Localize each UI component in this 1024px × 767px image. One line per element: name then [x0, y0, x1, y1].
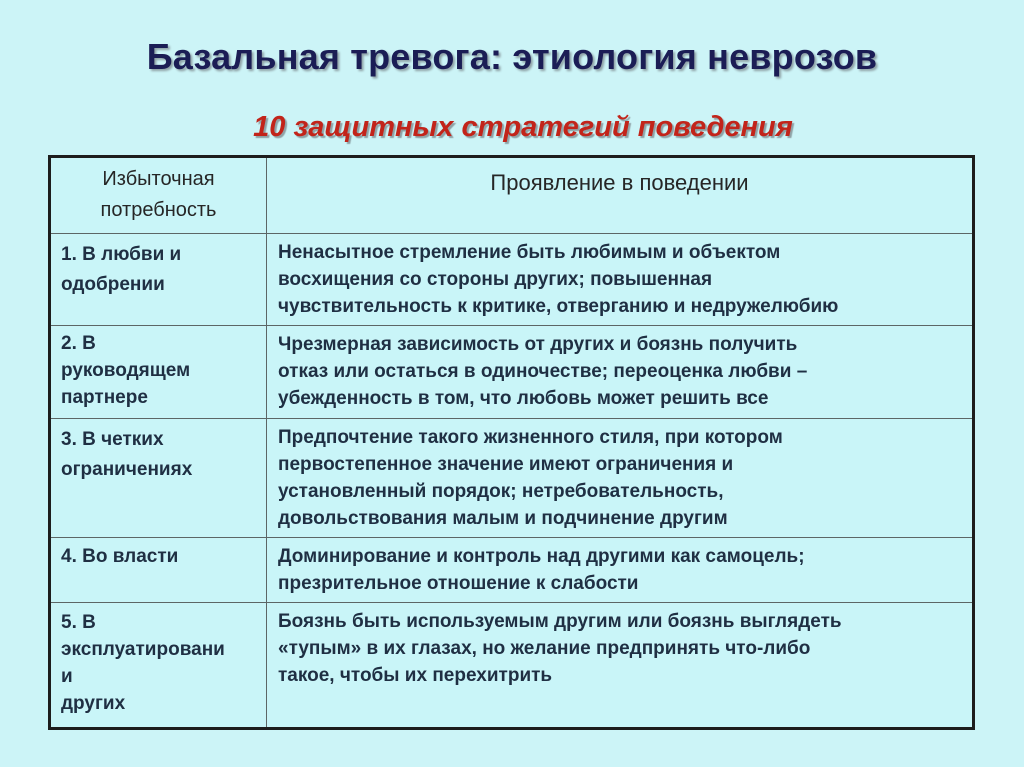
behavior-cell	[267, 234, 974, 326]
behavior-line: довольствования малым и подчинение другим	[278, 508, 728, 529]
need-line: 4. Во власти	[61, 546, 179, 567]
table-header-row	[50, 157, 974, 234]
header-behavior: Проявление в поведении	[267, 157, 974, 234]
table-row	[50, 538, 974, 603]
need-cell	[50, 538, 267, 603]
table-row	[50, 234, 974, 326]
need-line: 2. В	[61, 333, 96, 354]
need-line: партнере	[61, 387, 148, 408]
need-line: одобрении	[61, 274, 165, 295]
behavior-line: Ненасытное стремление быть любимым и объектом	[278, 242, 781, 263]
behavior-cell	[267, 419, 974, 538]
need-line: других	[61, 693, 126, 714]
behavior-line: «тупым» в их глазах, но желание предпринять что-либо	[278, 638, 811, 659]
behavior-line: Доминирование и контроль над другими как самоцель;	[278, 546, 805, 567]
behavior-line: Чрезмерная зависимость от других и боязнь получить	[278, 334, 798, 355]
need-line: эксплуатировани	[61, 639, 225, 660]
behavior-cell	[267, 603, 974, 729]
need-line: 5. В	[61, 612, 96, 633]
table-row	[50, 603, 974, 729]
behavior-line: чувствительность к критике, отверганию и недружелюбию	[278, 296, 839, 317]
table-row	[50, 419, 974, 538]
need-line: 3. В четких	[61, 429, 164, 450]
need-line: ограничениях	[61, 459, 193, 480]
need-line: и	[61, 666, 73, 687]
behavior-line: первостепенное значение имеют ограничения и	[278, 454, 734, 475]
behavior-line: убежденность в том, что любовь может решить все	[278, 388, 769, 409]
behavior-line: такое, чтобы их перехитрить	[278, 665, 553, 686]
behavior-cell	[267, 538, 974, 603]
need-cell	[50, 326, 267, 419]
behavior-line: презрительное отношение к слабости	[278, 573, 639, 594]
header-need-line: Избыточная	[102, 168, 215, 190]
behavior-line: Боязнь быть используемым другим или боязнь выглядеть	[278, 611, 842, 632]
strategies-table	[48, 155, 975, 730]
behavior-line: отказ или остаться в одиночестве; переоценка любви –	[278, 361, 808, 382]
slide-title: Базальная тревога: этиология неврозов	[146, 36, 878, 77]
behavior-cell	[267, 326, 974, 419]
header-need	[50, 157, 267, 234]
need-line: 1. В любви и	[61, 244, 182, 265]
behavior-line: Предпочтение такого жизненного стиля, при котором	[278, 427, 783, 448]
slide-subtitle: 10 защитных стратегий поведения	[253, 111, 793, 143]
need-line: руководящем	[61, 360, 191, 381]
need-cell	[50, 603, 267, 729]
table-row	[50, 326, 974, 419]
header-need-line: потребность	[100, 199, 217, 221]
need-cell	[50, 419, 267, 538]
need-cell	[50, 234, 267, 326]
behavior-line: установленный порядок; нетребовательность,	[278, 481, 724, 502]
behavior-line: восхищения со стороны других; повышенная	[278, 269, 713, 290]
